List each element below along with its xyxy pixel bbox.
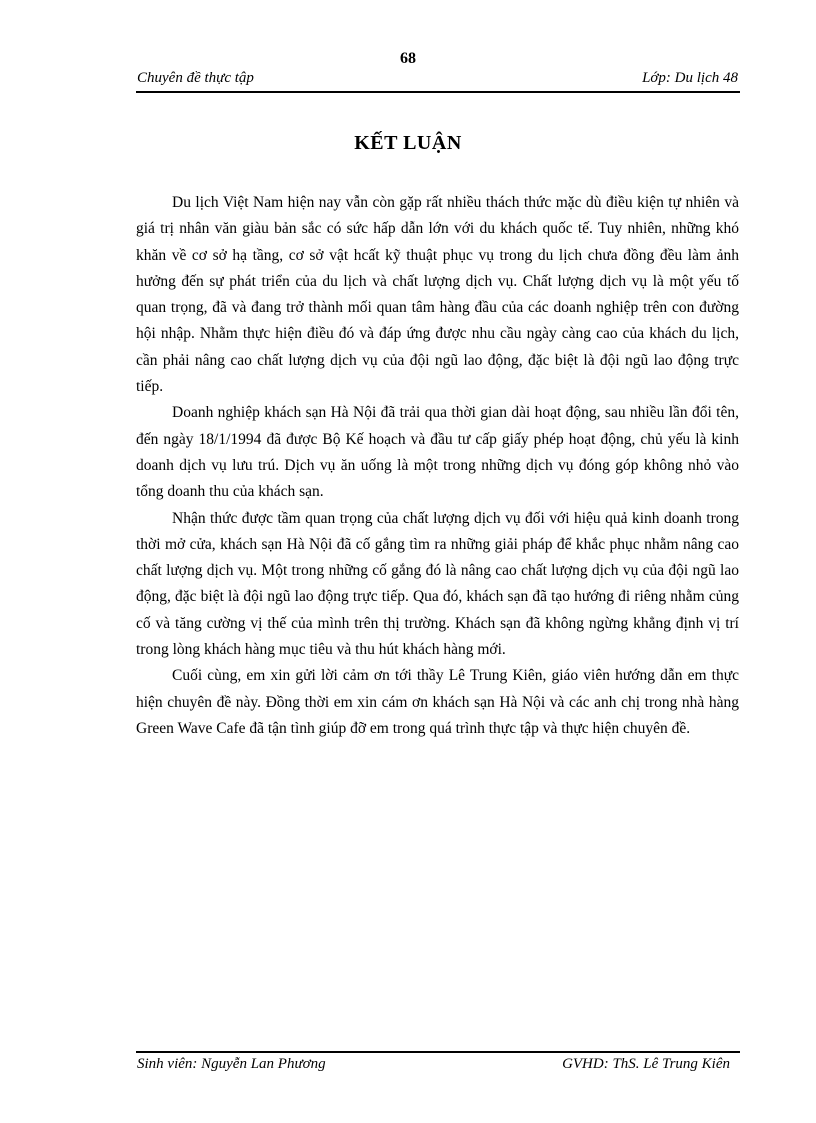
paragraph-3: Nhận thức được tầm quan trọng của chất lượng dịch vụ đối với hiệu quả kinh doanh trong thời mở cửa, khách sạn Hà Nội đã cố gắng tìm ra những giải pháp để khắc phục nhằm nâng cao chất lượng dịch vụ. Một trong những cố gắng đó là nâng cao chất lượng dịch vụ của đội ngũ lao động, đặc biệt là đội ngũ lao động trực tiếp. Qua đó, khách sạn đã tạo hướng đi riêng nhằm củng cố và tăng cường vị thế của mình trên thị trường. Khách sạn đã không ngừng khẳng định vị trí trong lòng khách hàng mục tiêu và thu hút khách hàng mới.	[136, 509, 739, 659]
paragraph-1: Du lịch Việt Nam hiện nay vẫn còn gặp rất nhiều thách thức mặc dù điều kiện tự nhiên và giá trị nhân văn giàu bản sắc có sức hấp dẫn lớn với du khách quốc tế. Tuy nhiên, những khó khăn về cơ sở hạ tầng, cơ sở vật hcất kỹ thuật phục vụ trong du lịch chưa đồng đều làm ảnh hưởng đến sự phát triển của du lịch và chất lượng dịch vụ. Chất lượng dịch vụ là một yếu tố quan trọng, đã và đang trở thành mối quan tâm hàng đầu của các doanh nghiệp trên con đường hội nhập. Nhằm thực hiện điều đó và đáp ứng được nhu cầu ngày càng cao của khách du lịch, cần phải nâng cao chất lượng dịch vụ của đội ngũ lao động, đặc biệt là đội ngũ lao động trực tiếp.	[136, 194, 739, 396]
footer-left: Sinh viên: Nguyễn Lan Phương	[137, 1056, 326, 1072]
page-number: 68	[400, 50, 416, 67]
footer-rule	[136, 1051, 740, 1053]
paragraph-2: Doanh nghiệp khách sạn Hà Nội đã trải qua thời gian dài hoạt động, sau nhiều lần đổi tên, đến ngày 18/1/1994 đã được Bộ Kế hoạch và đầu tư cấp giấy phép hoạt động, chủ yếu là kinh doanh dịch vụ lưu trú. Dịch vụ ăn uống là một trong những dịch vụ đóng góp không nhỏ vào tổng doanh thu của khách sạn.	[136, 404, 739, 501]
header-left: Chuyên đề thực tập	[137, 70, 254, 86]
body-text	[136, 190, 739, 742]
header-rule	[136, 91, 740, 93]
paragraph-4: Cuối cùng, em xin gửi lời cảm ơn tới thầy Lê Trung Kiên, giáo viên hướng dẫn em thực hiện chuyên đề này. Đồng thời em xin cám ơn khách sạn Hà Nội và các anh chị trong nhà hàng Green Wave Cafe đã tận tình giúp đỡ em trong quá trình thực tập và thực hiện chuyên đề.	[136, 667, 739, 737]
header-right: Lớp: Du lịch 48	[642, 70, 738, 86]
page-title: KẾT LUẬN	[354, 132, 462, 154]
footer-right: GVHD: ThS. Lê Trung Kiên	[562, 1056, 730, 1072]
